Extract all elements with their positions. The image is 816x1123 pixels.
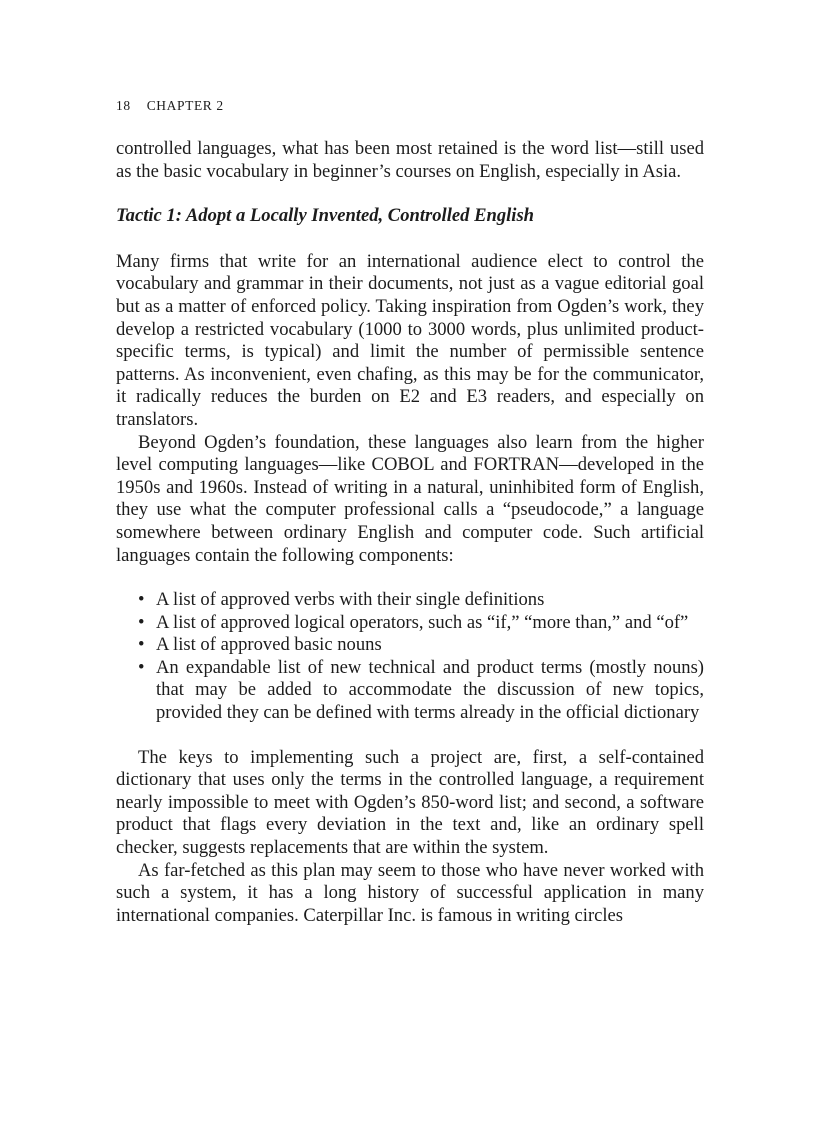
- chapter-label: CHAPTER 2: [146, 98, 224, 113]
- paragraph: As far-fetched as this plan may seem to those who have never worked with such a system, it has a long history of successful application in many international companies. Caterpillar Inc. is famous in writing circles: [116, 859, 704, 926]
- book-page: [116, 96, 704, 927]
- paragraph: Beyond Ogden’s foundation, these languages also learn from the higher level computing languages—like COBOL and FORTRAN—developed in the 1950s and 1960s. Instead of writing in a natural, uninhibited form of English, they use what the computer professional calls a “pseudocode,” a language somewhere between ordinary English and computer code. Such artificial languages contain the following components:: [116, 431, 704, 566]
- bullet-icon: •: [138, 611, 145, 633]
- list-item: [138, 589, 704, 612]
- page-number: 18: [116, 98, 131, 113]
- list-item-text: A list of approved basic nouns: [156, 634, 382, 656]
- bullet-icon: •: [138, 656, 145, 678]
- list-item: [138, 634, 704, 657]
- list-item: [138, 657, 704, 725]
- component-list: [116, 589, 704, 725]
- paragraph: Many firms that write for an international audience elect to control the vocabulary and grammar in their documents, not just as a vague editorial goal but as a matter of enforced policy. Taking inspiration from Ogden’s work, they develop a restricted vocabulary (1000 to 3000 words, plus unlimited product-specific terms, is typical) and limit the number of permissible sentence patterns. As inconvenient, even chafing, as this may be for the communicator, it radically reduces the burden on E2 and E3 readers, and especially on translators.: [116, 250, 704, 430]
- paragraph-continuation: controlled languages, what has been most retained is the word list—still used as the basic vocabulary in beginner’s courses on English, especially in Asia.: [116, 138, 704, 182]
- running-head: [116, 96, 704, 116]
- paragraph: The keys to implementing such a project are, first, a self-contained dictionary that uses only the terms in the controlled language, a requirement nearly impossible to meet with Ogden’s 850-word list; and second, a software product that flags every deviation in the text and, like an ordinary spell checker, suggests replacements that are within the system.: [116, 746, 704, 859]
- section-heading: Tactic 1: Adopt a Locally Invented, Controlled English: [116, 205, 535, 227]
- list-item-text: A list of approved verbs with their single definitions: [156, 589, 545, 611]
- bullet-icon: •: [138, 634, 145, 656]
- list-item: [138, 612, 704, 635]
- bullet-icon: •: [138, 589, 145, 611]
- list-item-text: A list of approved logical operators, such as “if,” “more than,” and “of”: [156, 611, 689, 633]
- list-item-text: An expandable list of new technical and product terms (mostly nouns) that may be added to accommodate the discussion of new topics, provided they can be defined with terms already in the official dictionary: [156, 656, 704, 724]
